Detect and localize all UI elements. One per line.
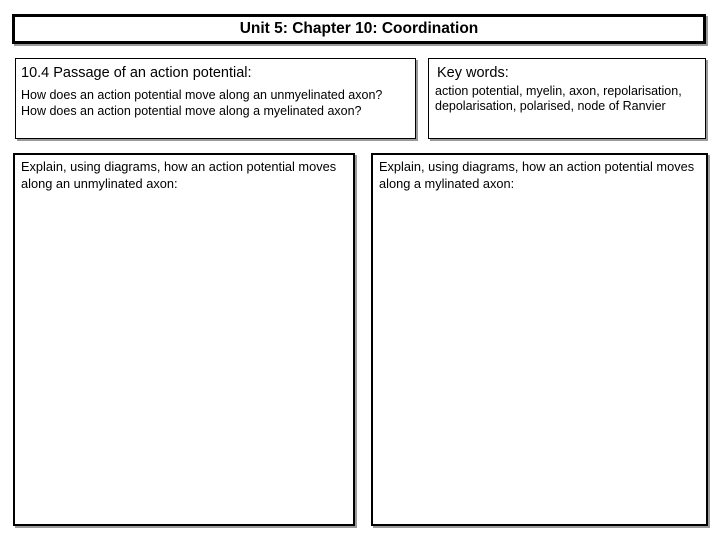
keywords-box xyxy=(428,58,706,139)
page-title: Unit 5: Chapter 10: Coordination xyxy=(239,20,479,37)
explain-unmyelinated-box[interactable] xyxy=(13,153,355,526)
title-box xyxy=(12,14,706,44)
question-unmyelinated: How does an action potential move along an unmyelinated axon? xyxy=(21,88,383,102)
explain-unmyelinated-prompt: Explain, using diagrams, how an action potential moves along an unmylinated axon: xyxy=(21,159,337,191)
passage-heading: 10.4 Passage of an action potential: xyxy=(21,65,252,81)
keywords-heading: Key words: xyxy=(437,65,509,81)
question-myelinated: How does an action potential move along a myelinated axon? xyxy=(21,103,362,118)
keywords-list: action potential, myelin, axon, repolarisation, depolarisation, polarised, node of Ranvier xyxy=(435,84,682,113)
explain-myelinated-box[interactable] xyxy=(371,153,708,526)
explain-myelinated-prompt: Explain, using diagrams, how an action potential moves along a mylinated axon: xyxy=(379,159,695,191)
passage-box xyxy=(15,58,416,139)
